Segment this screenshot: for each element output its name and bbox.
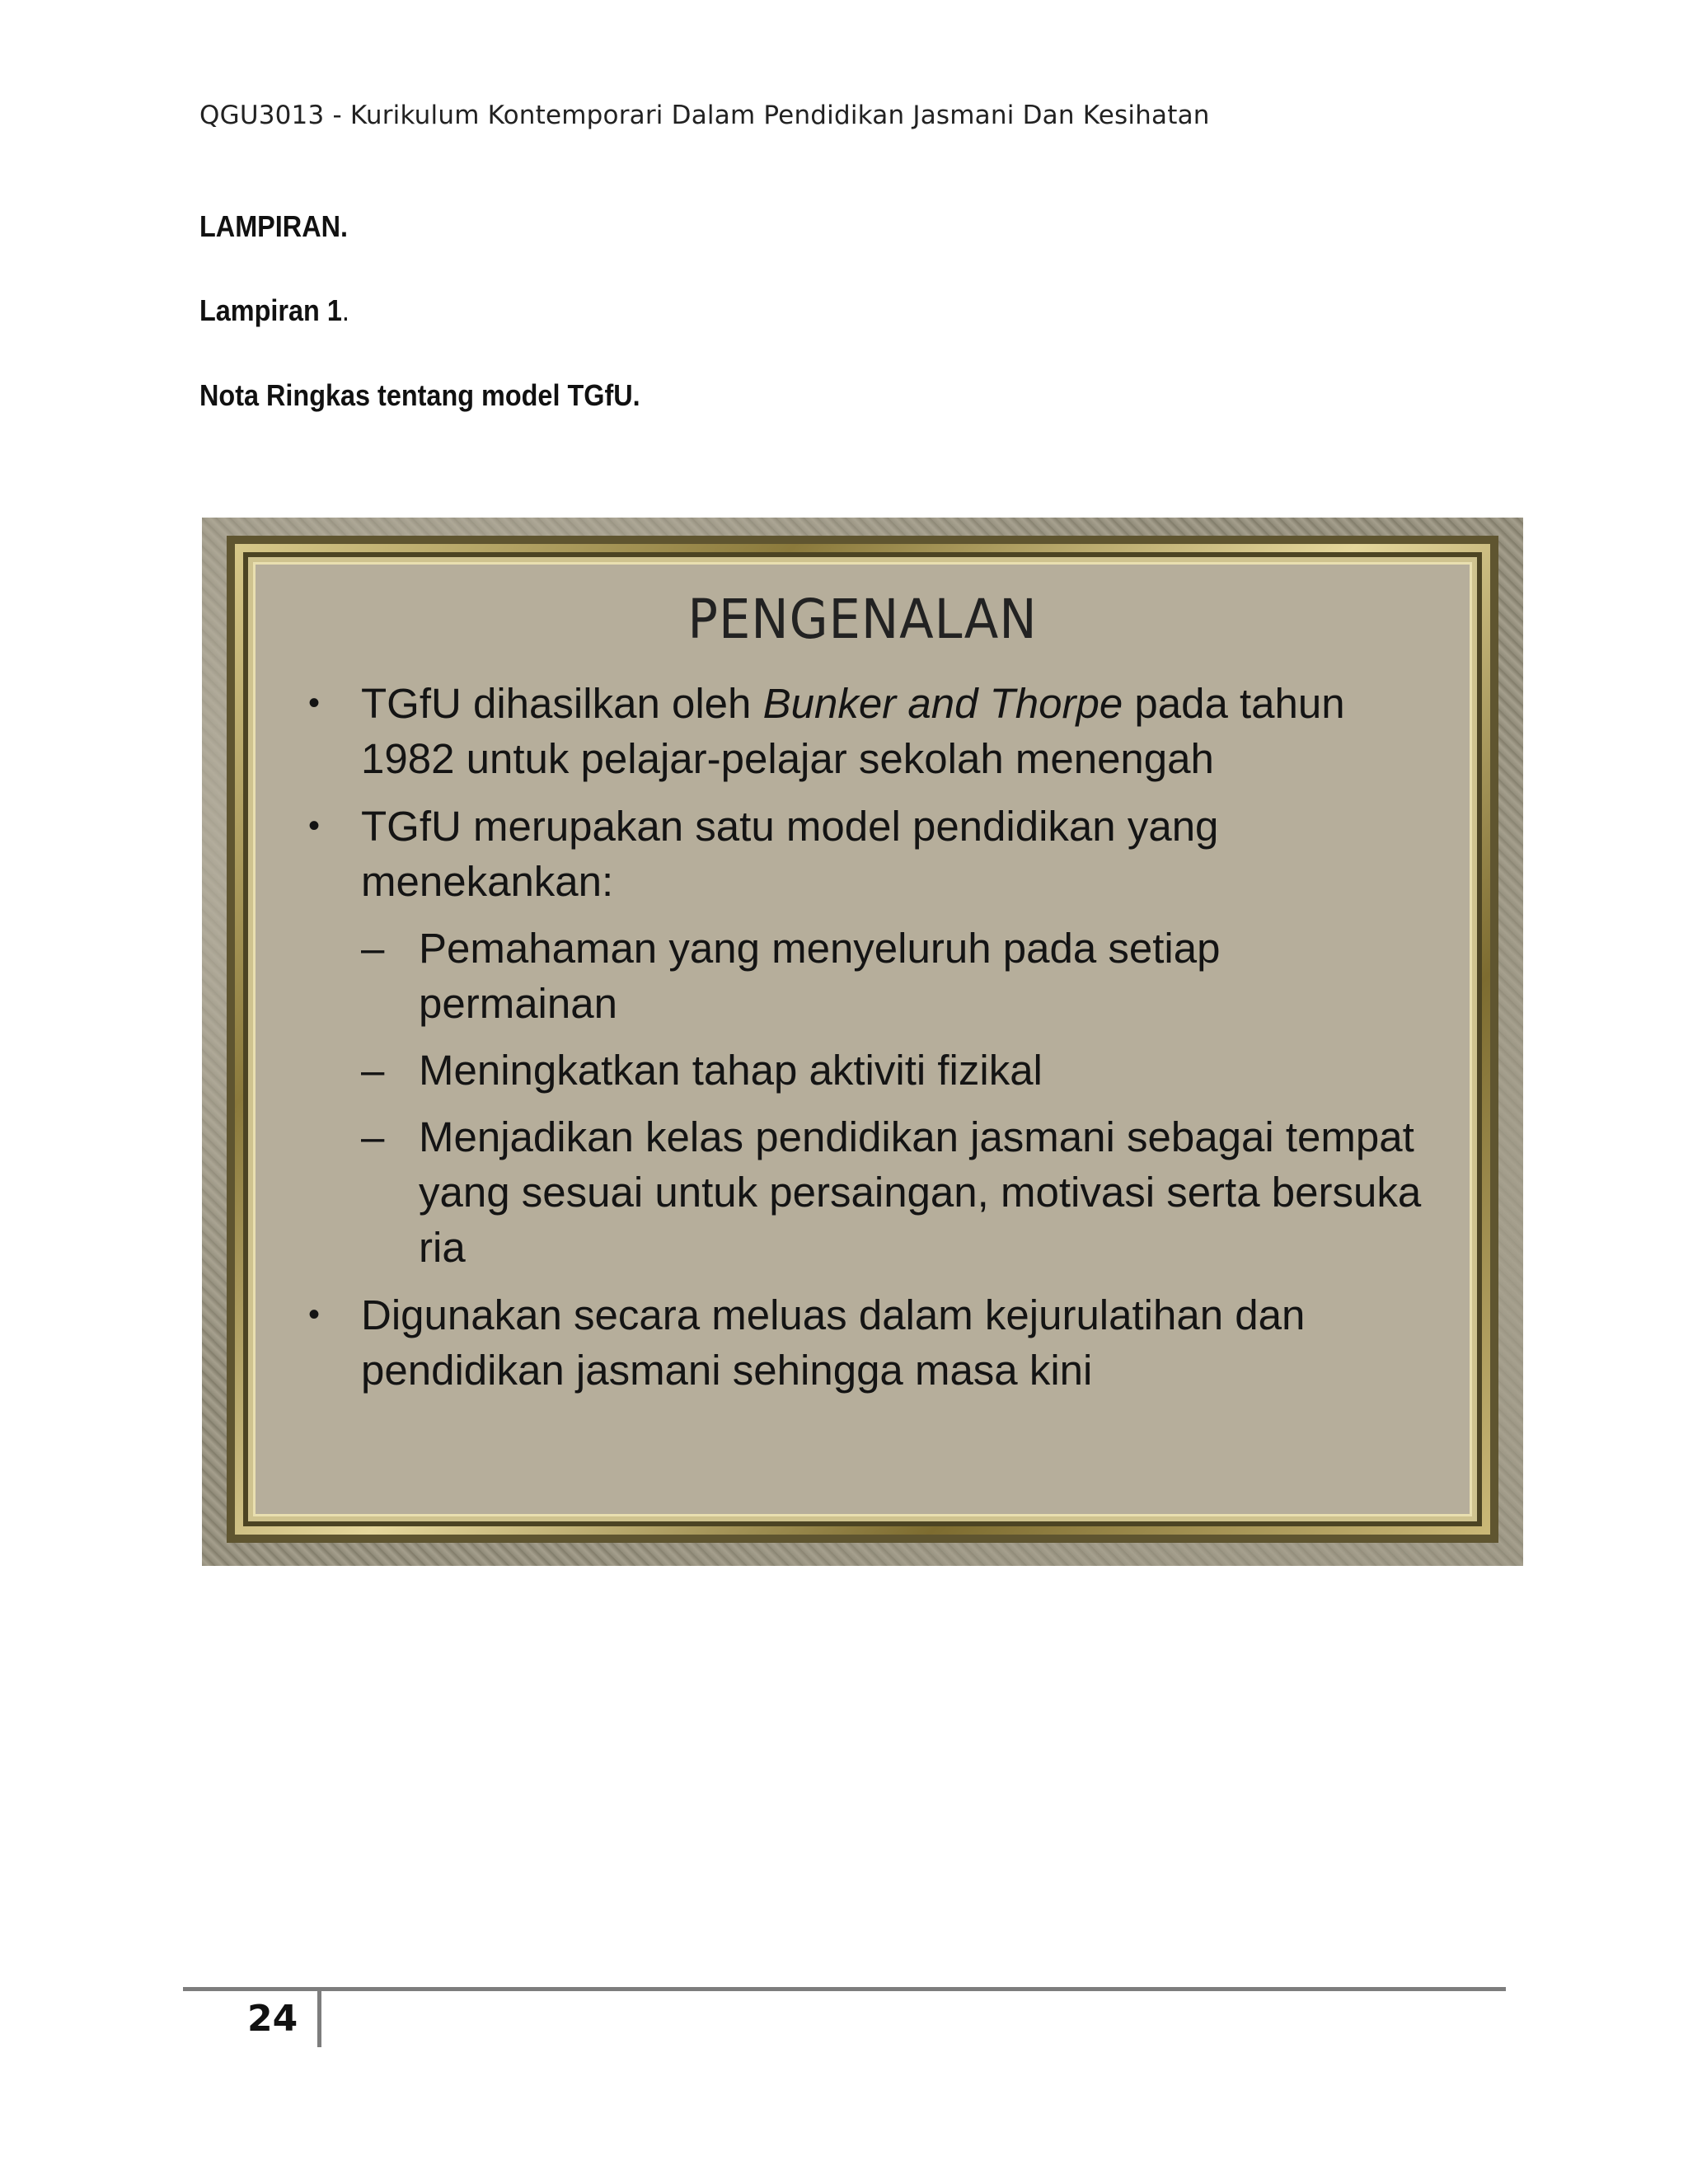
heading-lampiran-1-suffix: . [341, 293, 349, 327]
page-number: 24 [247, 1998, 298, 2040]
heading-nota: Nota Ringkas tentang model TGfU. [199, 378, 640, 412]
bullet-2-text: TGfU merupakan satu model pendidikan yang menekankan: [361, 803, 1219, 905]
heading-lampiran-1-main: Lampiran 1 [199, 293, 342, 327]
sub-item-1 [361, 921, 1428, 1031]
slide-bullet-3 [297, 1287, 1428, 1398]
running-header: QGU3013 - Kurikulum Kontemporari Dalam Pendidikan Jasmani Dan Kesihatan [199, 101, 1210, 130]
dash-icon: – [361, 1047, 385, 1094]
slide-title: PENGENALAN [687, 588, 1038, 651]
slide-bullet-2 [297, 799, 1428, 1275]
sub-item-1-text: Pemahaman yang menyeluruh pada setiap permainan [419, 925, 1221, 1027]
bullet-1-text-pre: TGfU dihasilkan oleh [361, 680, 763, 727]
bullet-3-text: Digunakan secara meluas dalam kejurulatihan dan pendidikan jasmani sehingga masa kini [361, 1291, 1306, 1394]
footer-divider [183, 1987, 1506, 1991]
dash-icon: – [361, 1113, 385, 1160]
sub-item-3-text: Menjadikan kelas pendidikan jasmani sebagai tempat yang sesuai untuk persaingan, motivasi serta bersuka ria [419, 1113, 1422, 1271]
bullet-1-text-post: pada tahun 1982 untuk pelajar-pelajar sekolah menengah [361, 680, 1345, 782]
slide-bullet-1 [297, 676, 1428, 786]
bullet-icon: • [308, 1296, 321, 1333]
sub-item-2 [361, 1043, 1428, 1098]
bullet-1-emphasis: Bunker and Thorpe [762, 680, 1123, 727]
bullet-icon: • [308, 808, 321, 844]
dash-icon: – [361, 925, 385, 972]
slide-sub-list [361, 921, 1428, 1275]
slide-image [202, 518, 1523, 1566]
slide-content [253, 562, 1472, 1516]
heading-lampiran: LAMPIRAN. [199, 209, 348, 243]
slide-bullet-list [297, 676, 1428, 1398]
heading-lampiran-1 [199, 293, 349, 328]
footer-vertical-divider [317, 1991, 321, 2047]
bullet-icon: • [308, 685, 321, 721]
slide-frame [227, 536, 1498, 1543]
sub-item-3 [361, 1109, 1428, 1275]
sub-item-2-text: Meningkatkan tahap aktiviti fizikal [419, 1047, 1043, 1094]
